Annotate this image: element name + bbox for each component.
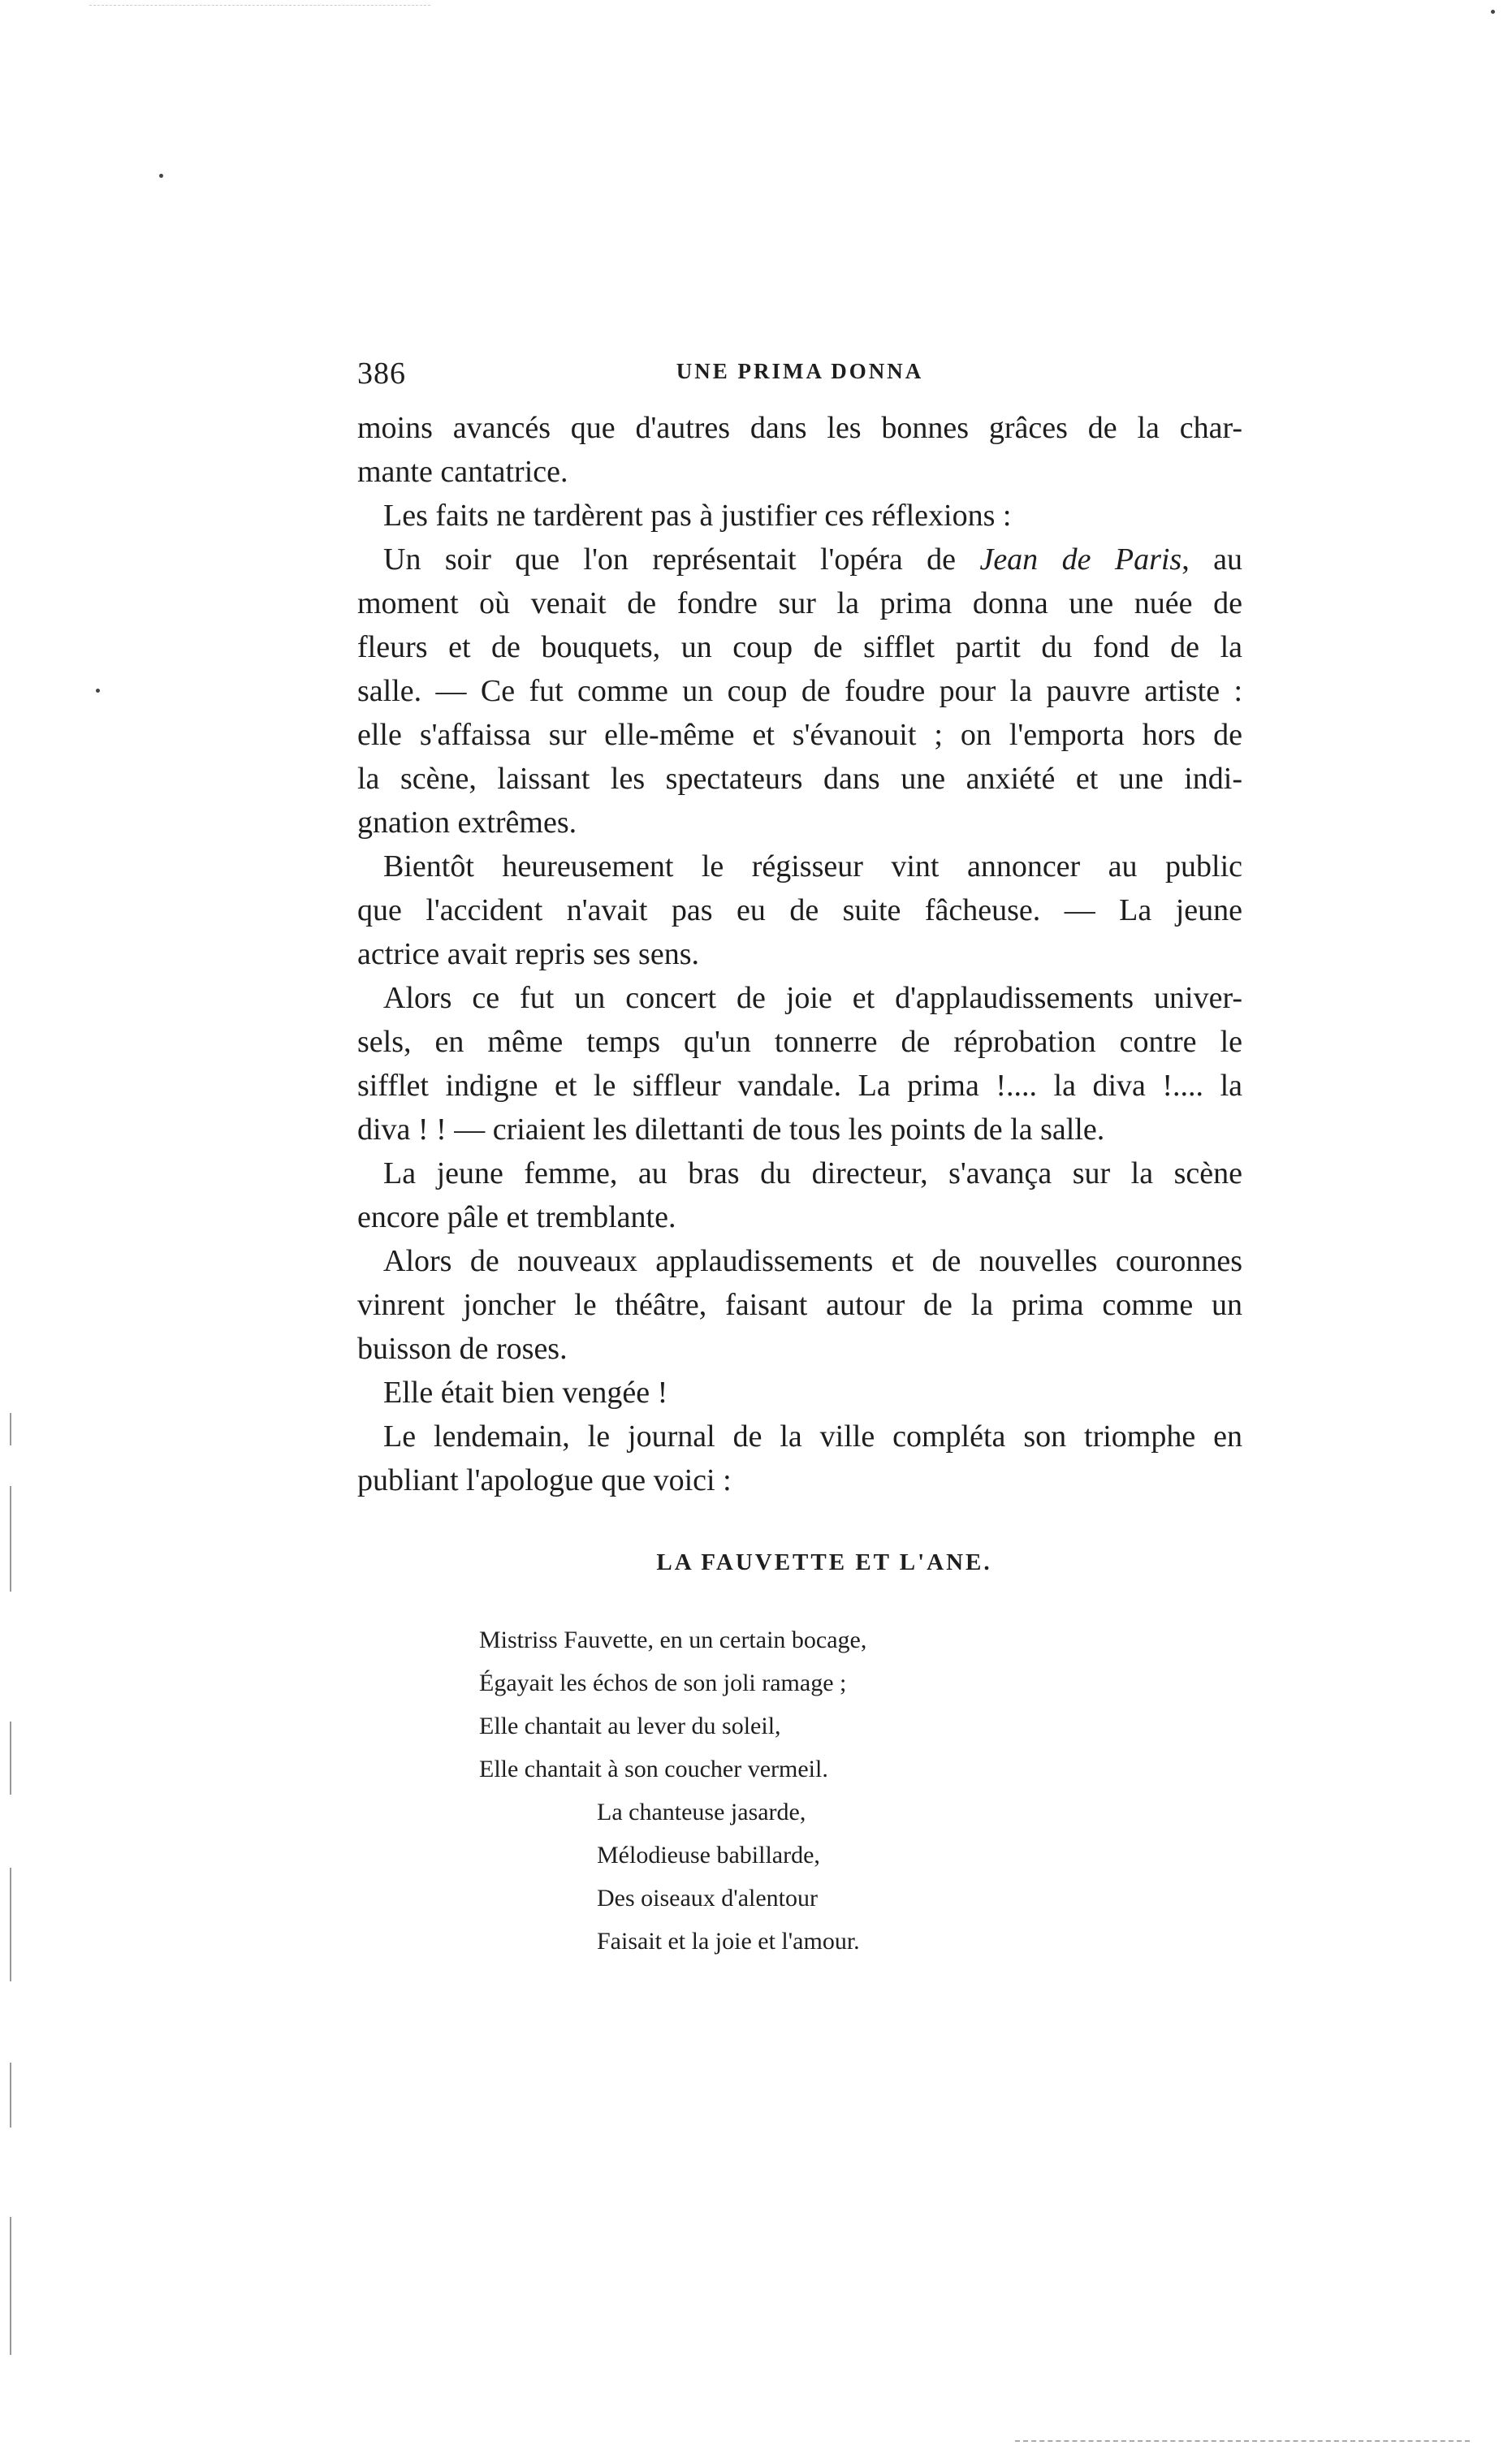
scan-speck xyxy=(1491,10,1495,14)
text-line: que l'accident n'avait pas eu de suite fâcheuse. — La jeune xyxy=(357,893,1242,927)
verse-line: La chanteuse jasarde, xyxy=(597,1799,806,1825)
text-line: encore pâle et tremblante. xyxy=(357,1200,676,1234)
text-line: Les faits ne tardèrent pas à justifier ces réflexions : xyxy=(383,499,1012,533)
verse-line: Mélodieuse babillarde, xyxy=(597,1842,820,1869)
margin-marks xyxy=(0,1413,24,2436)
text-line: moment où venait de fondre sur la prima donna une nuée de xyxy=(357,586,1242,620)
text-line: elle s'affaissa sur elle-même et s'évanouit ; on l'emporta hors de xyxy=(357,718,1242,752)
text-line: la scène, laissant les spectateurs dans une anxiété et une indi- xyxy=(357,762,1242,796)
scan-speck xyxy=(96,689,100,693)
text-line: publiant l'apologue que voici : xyxy=(357,1463,732,1497)
fable-title: LA FAUVETTE ET L'ANE. xyxy=(656,1549,992,1575)
verse-line: Faisait et la joie et l'amour. xyxy=(597,1928,860,1955)
text-line: mante cantatrice. xyxy=(357,455,568,489)
text-line: Bientôt heureusement le régisseur vint annoncer au public xyxy=(383,849,1242,884)
text-line: gnation extrêmes. xyxy=(357,806,577,840)
text-line: actrice avait repris ses sens. xyxy=(357,937,699,971)
scan-edge-line xyxy=(1015,2440,1470,2443)
verse-line: Des oiseaux d'alentour xyxy=(597,1885,818,1912)
margin-mark xyxy=(10,2217,11,2355)
running-title: UNE PRIMA DONNA xyxy=(676,359,924,383)
text-line: Alors ce fut un concert de joie et d'applaudissements univer- xyxy=(383,981,1242,1015)
text-line: salle. — Ce fut comme un coup de foudre pour la pauvre artiste : xyxy=(357,674,1242,708)
margin-mark xyxy=(10,2063,11,2128)
prose-text xyxy=(357,406,1242,1502)
margin-mark xyxy=(10,1722,11,1795)
verse-line: Elle chantait à son coucher vermeil. xyxy=(479,1756,828,1782)
scan-speck xyxy=(159,174,163,178)
verse-line: Elle chantait au lever du soleil, xyxy=(479,1713,781,1739)
scan-edge-line xyxy=(89,5,430,6)
text-line: sels, en même temps qu'un tonnerre de réprobation contre le xyxy=(357,1025,1242,1059)
text-line: vinrent joncher le théâtre, faisant autour de la prima comme un xyxy=(357,1288,1242,1322)
margin-mark xyxy=(10,1486,11,1592)
margin-mark xyxy=(10,1413,11,1445)
text-line: Alors de nouveaux applaudissements et de nouvelles couronnes xyxy=(383,1244,1242,1278)
text-line: Un soir que l'on représentait l'opéra de Jean de Paris, au xyxy=(383,542,1242,577)
verse-line: Égayait les échos de son joli ramage ; xyxy=(479,1670,847,1696)
text-line: diva ! ! — criaient les dilettanti de tous les points de la salle. xyxy=(357,1113,1105,1147)
text-line: sifflet indigne et le siffleur vandale. La prima !.... la diva !.... la xyxy=(357,1069,1242,1103)
text-line: buisson de roses. xyxy=(357,1332,568,1366)
page-number: 386 xyxy=(357,356,406,391)
verse-line: Mistriss Fauvette, en un certain bocage, xyxy=(479,1627,867,1653)
running-header xyxy=(357,356,1242,396)
text-line: Le lendemain, le journal de la ville compléta son triomphe en xyxy=(383,1419,1242,1454)
text-line: fleurs et de bouquets, un coup de sifflet partit du fond de la xyxy=(357,630,1242,664)
margin-mark xyxy=(10,1868,11,1981)
text-line: La jeune femme, au bras du directeur, s'avança sur la scène xyxy=(383,1156,1242,1190)
page-body xyxy=(357,406,1242,1963)
text-line: Elle était bien vengée ! xyxy=(383,1376,668,1410)
fable-verse xyxy=(479,1618,1242,1963)
text-line: moins avancés que d'autres dans les bonnes grâces de la char- xyxy=(357,411,1242,445)
